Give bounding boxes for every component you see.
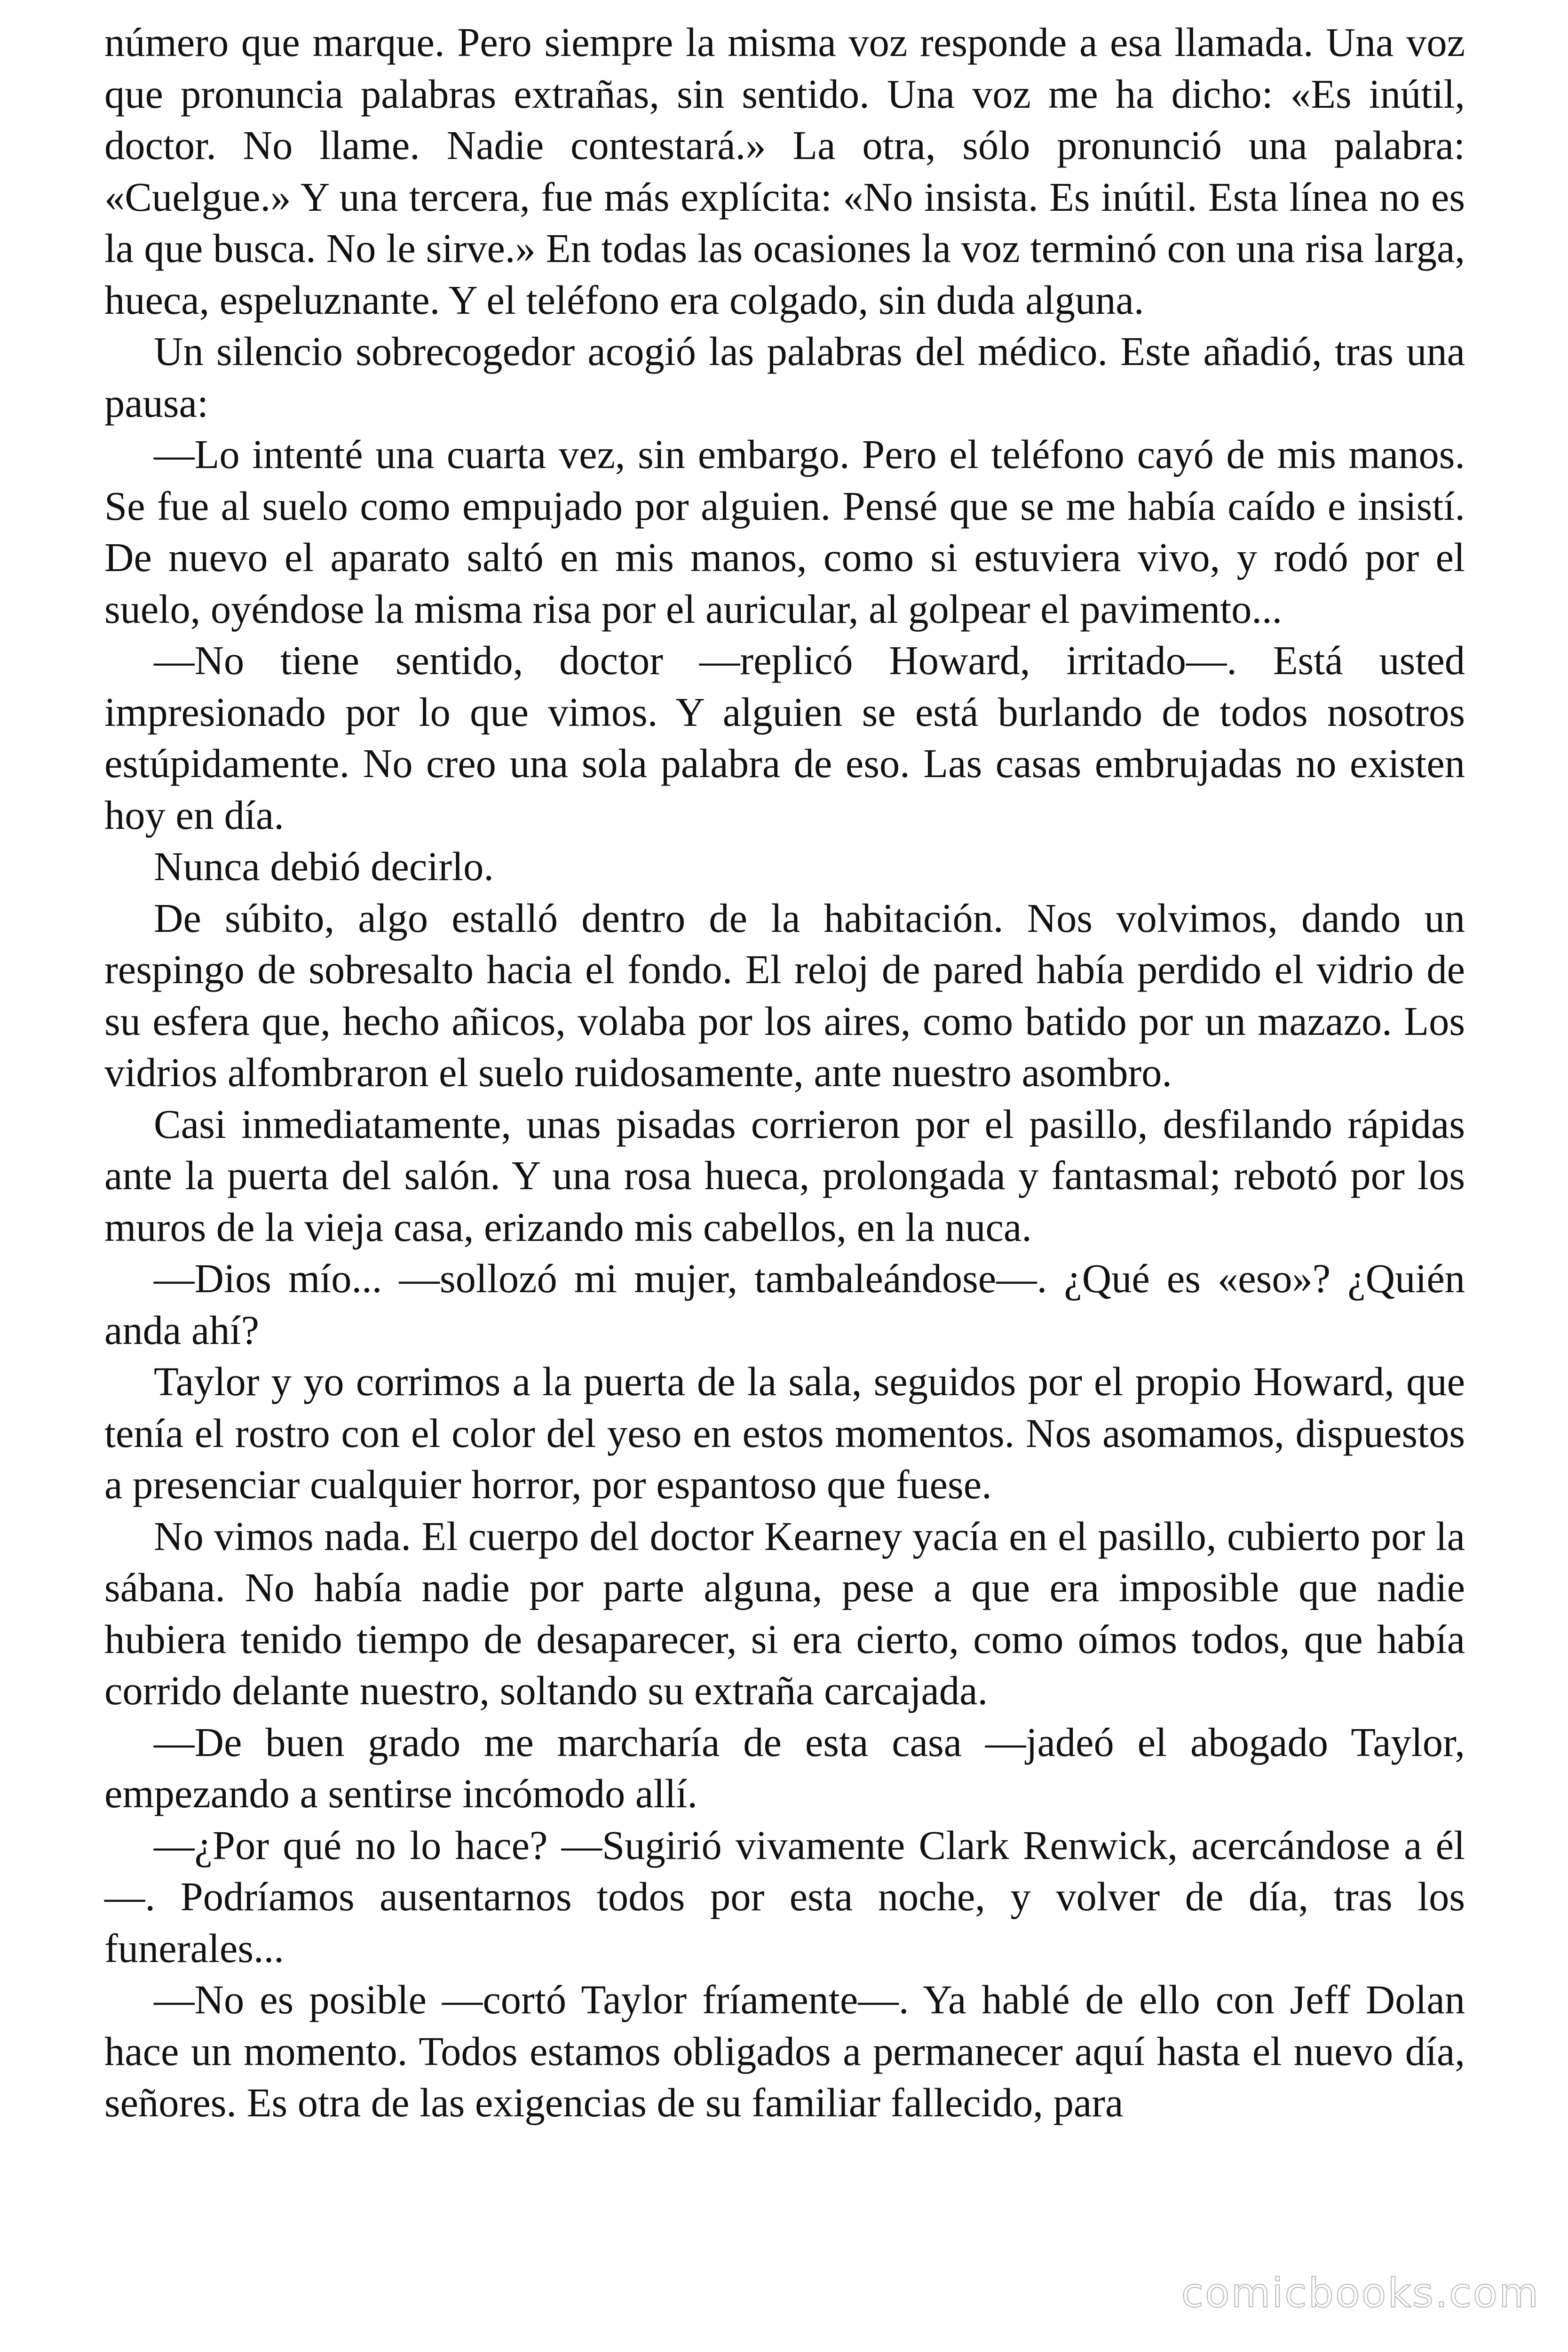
paragraph-9: Taylor y yo corrimos a la puerta de la sala, seguidos por el propio Howard, que tenía el rostro con el color del yeso en estos momentos. Nos asomamos, dispuestos a presenciar cualquier horror, por espantoso que fuese. — [104, 1359, 1465, 1507]
paragraph-10: No vimos nada. El cuerpo del doctor Kearney yacía en el pasillo, cubierto por la sábana. No había nadie por parte alguna, pese a que era imposible que nadie hubiera tenido tiempo de desaparecer, si era cierto, como oímos todos, que había corrido delante nuestro, soltando su extraña carcajada. — [104, 1513, 1465, 1713]
paragraph-8: —Dios mío... —sollozó mi mujer, tambaleándose—. ¿Qué es «eso»? ¿Quién anda ahí? — [104, 1256, 1465, 1353]
paragraph-13: —No es posible —cortó Taylor fríamente—. Ya hablé de ello con Jeff Dolan hace un momento. Todos estamos obligados a permanecer aquí hasta el nuevo día, señores. Es otra de las exigencias de su familiar fallecido, para — [104, 1977, 1465, 2125]
paragraph-5: Nunca debió decirlo. — [154, 844, 494, 889]
paragraph-11: —De buen grado me marcharía de esta casa —jadeó el abogado Taylor, empezando a sentirse incómodo allí. — [104, 1719, 1465, 1816]
paragraph-2: Un silencio sobrecogedor acogió las palabras del médico. Este añadió, tras una pausa: — [104, 329, 1465, 426]
paragraph-6: De súbito, algo estalló dentro de la habitación. Nos volvimos, dando un respingo de sobresalto hacia el fondo. El reloj de pared había perdido el vidrio de su esfera que, hecho añicos, volaba por los aires, como batido por un mazazo. Los vidrios alfombraron el suelo ruidosamente, ante nuestro asombro. — [104, 895, 1465, 1095]
paragraph-4: —No tiene sentido, doctor —replicó Howard, irritado—. Está usted impresionado por lo que vimos. Y alguien se está burlando de todos nosotros estúpidamente. No creo una sola palabra de eso. Las casas embrujadas no existen hoy en día. — [104, 638, 1465, 838]
paragraph-3: —Lo intenté una cuarta vez, sin embargo. Pero el teléfono cayó de mis manos. Se fue al suelo como empujado por alguien. Pensé que se me había caído e insistí. De nuevo el aparato saltó en mis manos, como si estuviera vivo, y rodó por el suelo, oyéndose la misma risa por el auricular, al golpear el pavimento... — [104, 432, 1465, 632]
paragraph-7: Casi inmediatamente, unas pisadas corrieron por el pasillo, desfilando rápidas ante la puerta del salón. Y una rosa hueca, prolongada y fantasmal; rebotó por los muros de la vieja casa, erizando mis cabellos, en la nuca. — [104, 1101, 1465, 1250]
paragraph-1: número que marque. Pero siempre la misma voz responde a esa llamada. Una voz que pronuncia palabras extrañas, sin sentido. Una voz me ha dicho: «Es inútil, doctor. No llame. Nadie contestará.» La otra, sólo pronunció una palabra: «Cuelgue.» Y una tercera, fue más explícita: «No insista. Es inútil. Esta línea no es la que busca. No le sirve.» En todas las ocasiones la voz terminó con una risa larga, hueca, espeluznante. Y el teléfono era colgado, sin duda alguna. — [104, 20, 1465, 323]
page-body — [104, 17, 1465, 2345]
watermark: comicbooks.com — [1181, 2270, 1540, 2317]
paragraph-12: —¿Por qué no lo hace? —Sugirió vivamente Clark Renwick, acercándose a él—. Podríamos ausentarnos todos por esta noche, y volver de día, tras los funerales... — [104, 1822, 1465, 1971]
